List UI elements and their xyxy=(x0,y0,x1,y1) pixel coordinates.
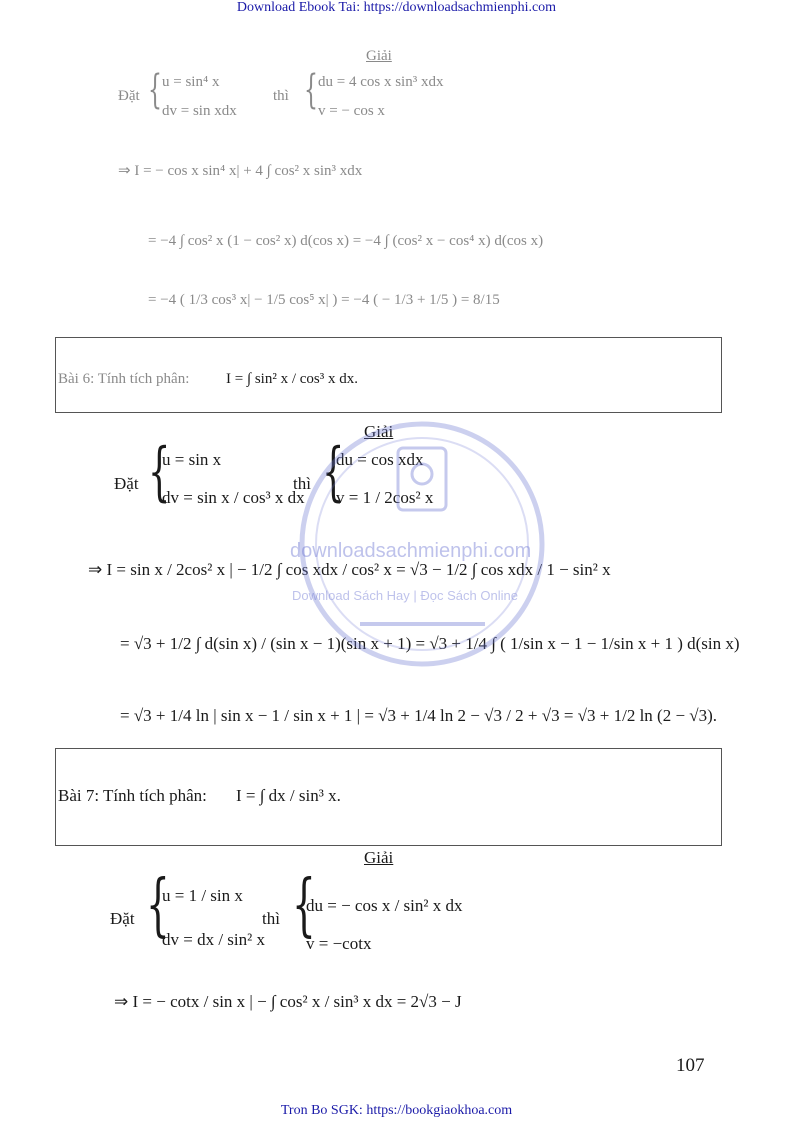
u-definition: u = sin⁴ x xyxy=(162,74,220,90)
dat-label: Đặt xyxy=(114,474,139,493)
solution-heading: Giải xyxy=(364,422,394,441)
equation-line: = √3 + 1/4 ln | sin x − 1 / sin x + 1 | = √3 + 1/4 ln 2 − √3 / 2 + √3 = √3 + 1/2 ln (2 − √3). xyxy=(120,706,718,725)
dv-definition: dv = dx / sin² x xyxy=(162,930,265,949)
v-definition: v = − cos x xyxy=(318,103,385,119)
thi-label: thì xyxy=(273,88,289,104)
equation-line: ⇒ I = − cotx / sin x | − ∫ cos² x / sin³ x dx = 2√3 − J xyxy=(114,992,462,1011)
footer-link[interactable]: Tron Bo SGK: https://bookgiaokhoa.com xyxy=(280,1103,513,1118)
equation-line: ⇒ I = sin x / 2cos² x | − 1/2 ∫ cos xdx / cos² x = √3 − 1/2 ∫ cos xdx / 1 − sin² x xyxy=(88,560,611,579)
exercise-integral: I = ∫ sin² x / cos³ x dx. xyxy=(226,371,358,387)
equation-line: = −4 ∫ cos² x (1 − cos² x) d(cos x) = −4 ∫ (cos² x − cos⁴ x) d(cos x) xyxy=(148,233,544,249)
right-brace: { xyxy=(292,866,316,945)
left-brace: { xyxy=(146,866,170,945)
equation-line: ⇒ I = − cos x sin⁴ x| + 4 ∫ cos² x sin³ xdx xyxy=(118,163,363,179)
exercise-integral: I = ∫ dx / sin³ x. xyxy=(236,786,341,805)
watermark xyxy=(290,412,555,677)
dat-label: Đặt xyxy=(110,909,135,928)
header-link[interactable]: Download Ebook Tai: https://downloadsachmienphi.com xyxy=(236,0,557,15)
solution-heading: Giải xyxy=(366,48,392,64)
equation-line: = −4 ( 1/3 cos³ x| − 1/5 cos⁵ x| ) = −4 ( − 1/3 + 1/5 ) = 8/15 xyxy=(148,292,500,308)
v-definition: v = 1 / 2cos² x xyxy=(336,488,434,507)
thi-label: thì xyxy=(293,474,311,493)
exercise-prompt: Bài 6: Tính tích phân: xyxy=(58,371,190,387)
dv-definition: dv = sin x / cos³ x dx xyxy=(162,488,305,507)
v-definition: v = −cotx xyxy=(306,934,372,953)
right-brace: { xyxy=(322,435,345,509)
du-definition: du = 4 cos x sin³ xdx xyxy=(318,74,444,90)
solution-heading: Giải xyxy=(364,848,394,867)
u-definition: u = sin x xyxy=(162,450,222,469)
page-number: 107 xyxy=(676,1055,705,1076)
thi-label: thì xyxy=(262,909,280,928)
dv-definition: dv = sin xdx xyxy=(162,103,237,119)
right-brace: { xyxy=(304,67,318,113)
du-definition: du = − cos x / sin² x dx xyxy=(306,896,463,915)
du-definition: du = cos xdx xyxy=(336,450,424,469)
equation-line: = √3 + 1/2 ∫ d(sin x) / (sin x − 1)(sin x + 1) = √3 + 1/4 ∫ ( 1/sin x − 1 − 1/sin x + 1 ) d(sin x) xyxy=(120,634,740,653)
left-brace: { xyxy=(148,67,162,113)
u-definition: u = 1 / sin x xyxy=(162,886,243,905)
left-brace: { xyxy=(148,435,171,509)
watermark-brand: downloadsachmienphi.com xyxy=(290,540,532,562)
exercise-prompt: Bài 7: Tính tích phân: xyxy=(58,786,207,805)
dat-label: Đặt xyxy=(118,88,140,104)
watermark-tagline: Download Sách Hay | Đọc Sách Online xyxy=(292,588,518,603)
